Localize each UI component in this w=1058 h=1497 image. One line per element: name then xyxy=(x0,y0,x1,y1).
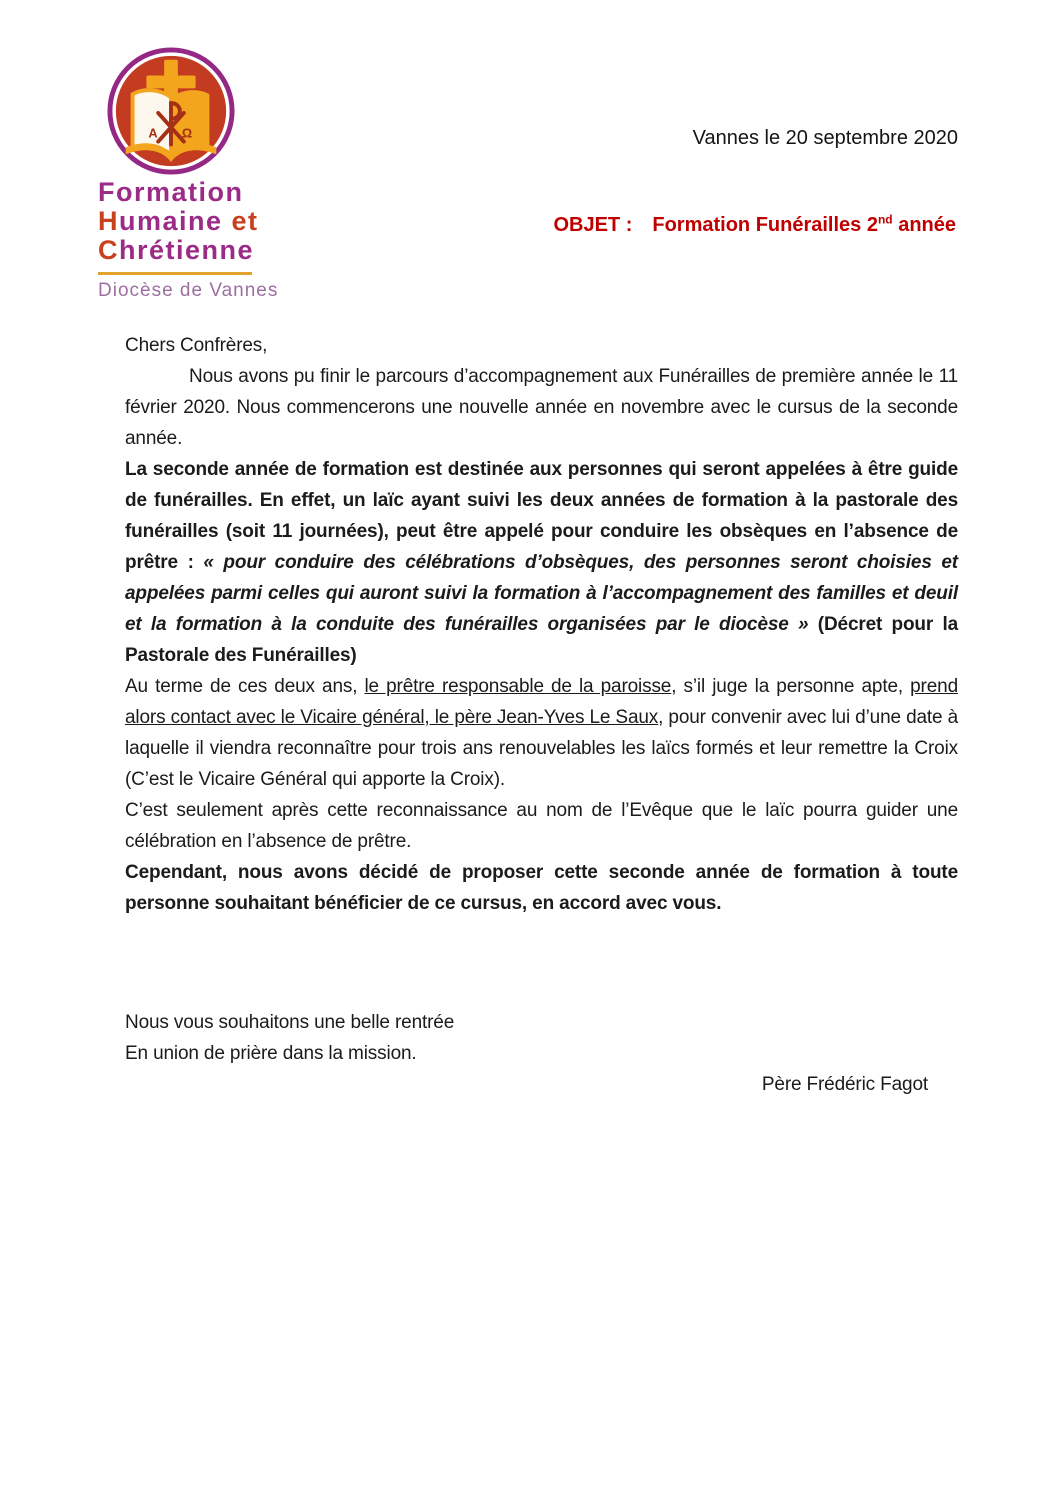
omega-letter: Ω xyxy=(181,125,193,141)
subject-tail: année xyxy=(892,214,956,236)
underlined-priest-responsible: le prêtre responsable de la paroisse xyxy=(364,676,672,697)
org-logo xyxy=(98,46,318,302)
letter-body xyxy=(125,330,958,1100)
paragraph-recognition-lead: Au terme de ces deux ans, xyxy=(125,676,365,697)
logo-divider-rule xyxy=(98,272,252,275)
signature: Père Frédéric Fagot xyxy=(761,1074,928,1095)
org-wordmark-line2 xyxy=(98,207,318,236)
paragraph-second-year-tail: (Décret pour la Pastorale des Funérailles) xyxy=(125,614,958,666)
subject-line xyxy=(553,214,956,237)
underlined-vicar-contact: prend alors contact avec le Vicaire général, le père Jean-Yves Le Saux xyxy=(125,676,958,728)
salutation: Chers Confrères, xyxy=(125,335,268,356)
alpha-letter: A xyxy=(148,125,158,141)
org-wordmark-line2-rest: umaine xyxy=(119,206,232,236)
org-wordmark-line3-rest: hrétienne xyxy=(119,235,255,265)
org-wordmark-line2-initial: H xyxy=(98,206,119,236)
subject-label: OBJET : xyxy=(553,214,633,236)
closing-line-1: Nous vous souhaitons une belle rentrée xyxy=(125,1012,455,1033)
org-wordmark-line3-initial: C xyxy=(98,235,119,265)
paragraph-recognition xyxy=(125,671,958,795)
org-wordmark-line3 xyxy=(98,236,318,265)
subject-text: Formation Funérailles 2 xyxy=(652,214,878,236)
org-wordmark-line1 xyxy=(98,178,318,207)
paragraph-recognition-mid: , s’il juge la personne apte, xyxy=(671,676,911,697)
paragraph-proposal: Cependant, nous avons décidé de proposer cette seconde année de formation à toute personne souhaitant bénéficier de ce cursus, en accord avec vous. xyxy=(125,862,958,914)
org-wordmark xyxy=(98,178,318,302)
paragraph-intro: Nous avons pu finir le parcours d’accompagnement aux Funérailles de première année le 11 février 2020. Nous commencerons une nouvelle année en novembre avec le cursus de la seconde année. xyxy=(125,366,958,449)
org-wordmark-line2-suffix: et xyxy=(231,206,259,236)
paragraph-second-year xyxy=(125,454,958,671)
decree-quote: « pour conduire des célébrations d’obsèques, des personnes seront choisies et appelées parmi celles qui auront suivi la formation à l’accompagnement des familles et deuil et la formation à la conduite des funérailles organisées par le diocèse » xyxy=(125,552,958,635)
org-logo-emblem xyxy=(106,46,236,176)
paragraph-second-year-lead: La seconde année de formation est destinée aux personnes qui seront appelées à être guide de funérailles. En effet, un laïc ayant suivi les deux années de formation à la pastorale des funérailles (soit 11 journées), peut être appelé pour conduire les obsèques en l’absence de prêtre : xyxy=(125,459,958,573)
org-wordmark-line1-text: Formation xyxy=(98,177,244,207)
closing-block xyxy=(125,1007,958,1069)
subject-superscript: nd xyxy=(877,212,893,227)
paragraph-bishop: C’est seulement après cette reconnaissance au nom de l’Evêque que le laïc pourra guider une célébration en l’absence de prêtre. xyxy=(125,800,958,852)
date-line: Vannes le 20 septembre 2020 xyxy=(692,127,958,149)
closing-line-2: En union de prière dans la mission. xyxy=(125,1043,417,1064)
org-subtitle: Diocèse de Vannes xyxy=(98,280,279,301)
paragraph-recognition-tail: , pour convenir avec lui d’une date à laquelle il viendra reconnaître pour trois ans renouvelables les laïcs formés et leur remettre la Croix (C’est le Vicaire Général qui apporte la Croix). xyxy=(125,707,959,790)
